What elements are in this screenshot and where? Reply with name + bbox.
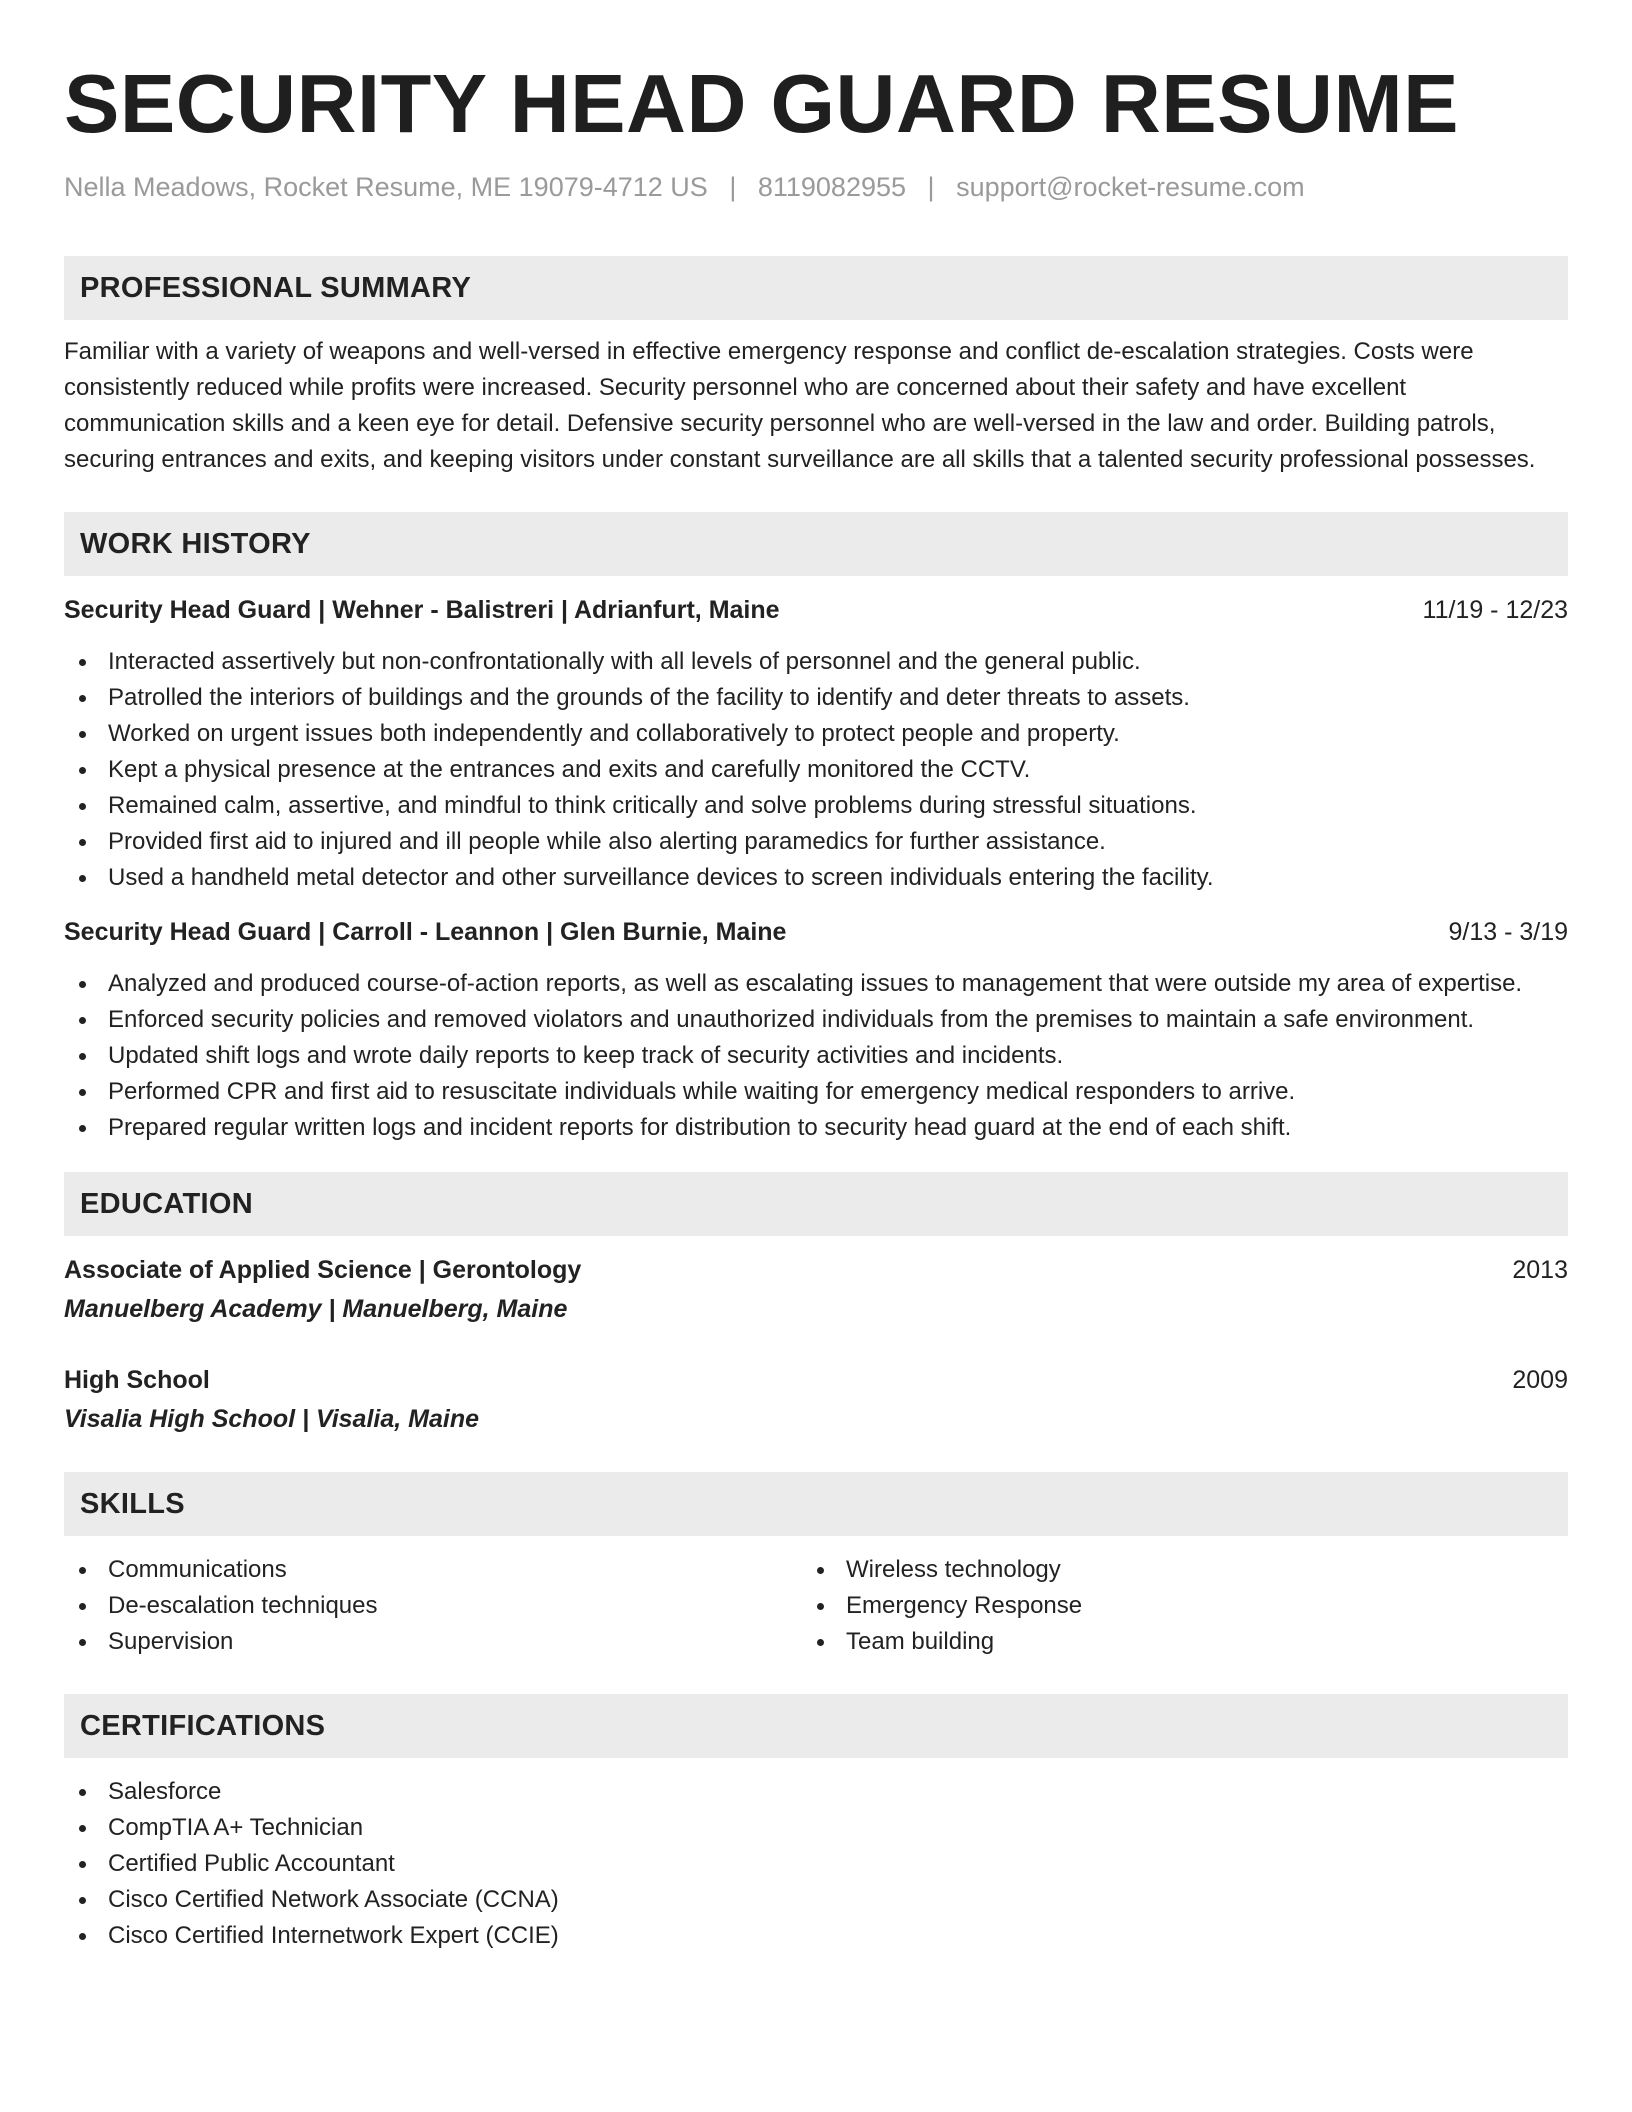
job-entry: [64, 592, 1568, 896]
education-year: 2013: [1512, 1256, 1568, 1284]
job-dates: 11/19 - 12/23: [1422, 596, 1568, 624]
education-entry: [64, 1252, 1568, 1328]
skill-item: Team building: [802, 1624, 1540, 1660]
job-bullet: Analyzed and produced course-of-action reports, as well as escalating issues to management that were outside my area of expertise.: [64, 966, 1568, 1002]
education-header: [64, 1252, 1568, 1288]
job-bullets: [64, 644, 1568, 896]
job-entry: [64, 914, 1568, 1146]
job-bullet: Remained calm, assertive, and mindful to think critically and solve problems during stressful situations.: [64, 788, 1568, 824]
contact-address: Nella Meadows, Rocket Resume, ME 19079-4712 US: [64, 172, 708, 202]
education-heading: EDUCATION: [64, 1172, 1568, 1236]
job-header: [64, 592, 1568, 628]
job-bullet: Worked on urgent issues both independently and collaboratively to protect people and property.: [64, 716, 1568, 752]
skill-item: Wireless technology: [802, 1552, 1540, 1588]
job-bullet: Prepared regular written logs and incident reports for distribution to security head guard at the end of each shift.: [64, 1110, 1568, 1146]
education-school: Visalia High School | Visalia, Maine: [64, 1405, 479, 1433]
certification-item: Certified Public Accountant: [64, 1846, 1568, 1882]
job-header: [64, 914, 1568, 950]
certifications-heading: CERTIFICATIONS: [64, 1694, 1568, 1758]
resume-title: SECURITY HEAD GUARD RESUME: [64, 57, 1459, 150]
certification-item: CompTIA A+ Technician: [64, 1810, 1568, 1846]
contact-separator: |: [729, 172, 737, 202]
skill-item: De-escalation techniques: [64, 1588, 802, 1624]
contact-separator: |: [927, 172, 935, 202]
job-bullet: Updated shift logs and wrote daily reports to keep track of security activities and incidents.: [64, 1038, 1568, 1074]
job-bullet: Patrolled the interiors of buildings and the grounds of the facility to identify and deter threats to assets.: [64, 680, 1568, 716]
skill-item: Supervision: [64, 1624, 802, 1660]
work-history-heading: WORK HISTORY: [64, 512, 1568, 576]
certification-item: Salesforce: [64, 1774, 1568, 1810]
summary-heading: PROFESSIONAL SUMMARY: [64, 256, 1568, 320]
skills-columns: [64, 1552, 1568, 1660]
skills-list-right: [802, 1552, 1540, 1660]
job-bullet: Enforced security policies and removed violators and unauthorized individuals from the premises to maintain a safe environment.: [64, 1002, 1568, 1038]
certification-item: Cisco Certified Internetwork Expert (CCIE): [64, 1918, 1568, 1954]
skills-section: [64, 1472, 1568, 1660]
education-degree: High School: [64, 1366, 210, 1394]
job-bullet: Used a handheld metal detector and other surveillance devices to screen individuals entering the facility.: [64, 860, 1568, 896]
job-bullets: [64, 966, 1568, 1146]
contact-email: support@rocket-resume.com: [956, 172, 1305, 202]
job-bullet: Interacted assertively but non-confrontationally with all levels of personnel and the general public.: [64, 644, 1568, 680]
certification-item: Cisco Certified Network Associate (CCNA): [64, 1882, 1568, 1918]
certifications-list: [64, 1774, 1568, 1954]
job-bullet: Provided first aid to injured and ill people while also alerting paramedics for further assistance.: [64, 824, 1568, 860]
job-bullet: Performed CPR and first aid to resuscitate individuals while waiting for emergency medical responders to arrive.: [64, 1074, 1568, 1110]
summary-text: Familiar with a variety of weapons and well-versed in effective emergency response and conflict de-escalation strategies. Costs were consistently reduced while profits were increased. Security personnel who are concerned about their safety and have excellent communication skills and a keen eye for detail. Defensive security personnel who are well-versed in the law and order. Building patrols, securing entrances and exits, and keeping visitors under constant surveillance are all skills that a talented security professional possesses.: [64, 338, 1536, 473]
skill-item: Communications: [64, 1552, 802, 1588]
education-header: [64, 1362, 1568, 1398]
skills-list-left: [64, 1552, 802, 1660]
work-history-section: [64, 512, 1568, 1146]
certifications-section: [64, 1694, 1568, 1954]
job-title-line: Security Head Guard | Carroll - Leannon | Glen Burnie, Maine: [64, 918, 787, 946]
education-year: 2009: [1512, 1366, 1568, 1394]
summary-section: [64, 256, 1568, 478]
job-bullet: Kept a physical presence at the entrances and exits and carefully monitored the CCTV.: [64, 752, 1568, 788]
education-entry: [64, 1362, 1568, 1438]
education-degree: Associate of Applied Science | Gerontology: [64, 1256, 582, 1284]
education-school: Manuelberg Academy | Manuelberg, Maine: [64, 1295, 568, 1323]
contact-phone: 8119082955: [757, 172, 907, 202]
skill-item: Emergency Response: [802, 1588, 1540, 1624]
skills-heading: SKILLS: [64, 1472, 1568, 1536]
contact-line: [64, 170, 1568, 204]
job-title-line: Security Head Guard | Wehner - Balistreri | Adrianfurt, Maine: [64, 596, 780, 624]
job-dates: 9/13 - 3/19: [1448, 918, 1568, 946]
education-section: [64, 1172, 1568, 1438]
